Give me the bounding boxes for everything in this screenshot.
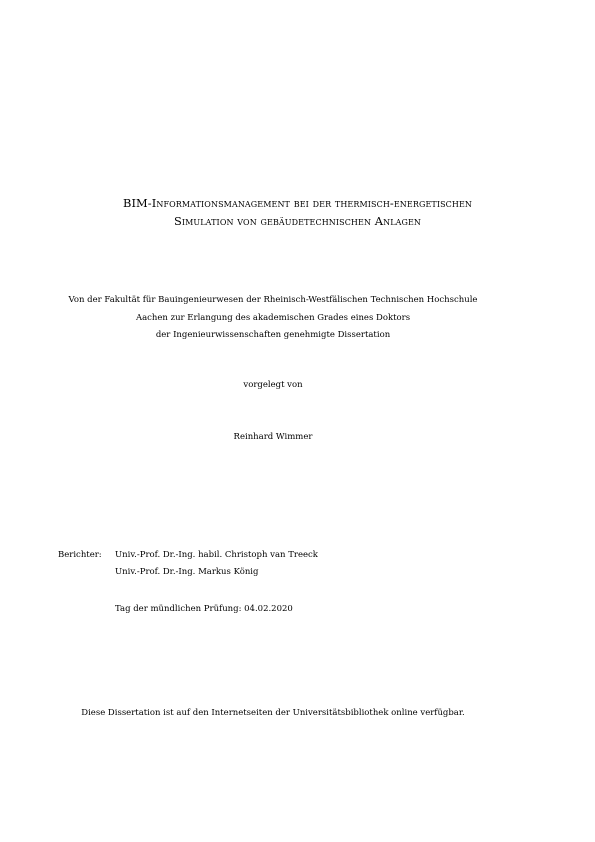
- referees-list: [115, 547, 318, 581]
- referee-name: Univ.-Prof. Dr.-Ing. habil. Christoph van Treeck: [115, 550, 318, 560]
- author-name: Reinhard Wimmer: [233, 432, 313, 442]
- faculty-line-1: Von der Fakultät für Bauingenieurwesen der Rheinisch-Westfälischen Technischen Hochschule: [68, 295, 478, 305]
- online-availability-note: Diese Dissertation ist auf den Internetseiten der Universitätsbibliothek online verfügbar.: [81, 708, 465, 718]
- faculty-line-2: Aachen zur Erlangung des akademischen Grades eines Doktors: [135, 312, 411, 323]
- referee-name: Univ.-Prof. Dr.-Ing. Markus König: [115, 567, 259, 577]
- presented-by-text: vorgelegt von: [243, 380, 303, 390]
- title-line-1: BIM-Informationsmanagement bei der thermisch-energetischen: [122, 196, 473, 210]
- referees-label: Berichter:: [58, 550, 102, 560]
- faculty-line-3: der Ingenieurwissenschaften genehmigte Dissertation: [155, 330, 391, 340]
- oral-exam-date: Tag der mündlichen Prüfung: 04.02.2020: [115, 604, 293, 614]
- dissertation-title: [0, 194, 595, 230]
- title-line-2: Simulation von gebäudetechnischen Anlagen: [173, 214, 422, 228]
- faculty-statement: [0, 292, 546, 345]
